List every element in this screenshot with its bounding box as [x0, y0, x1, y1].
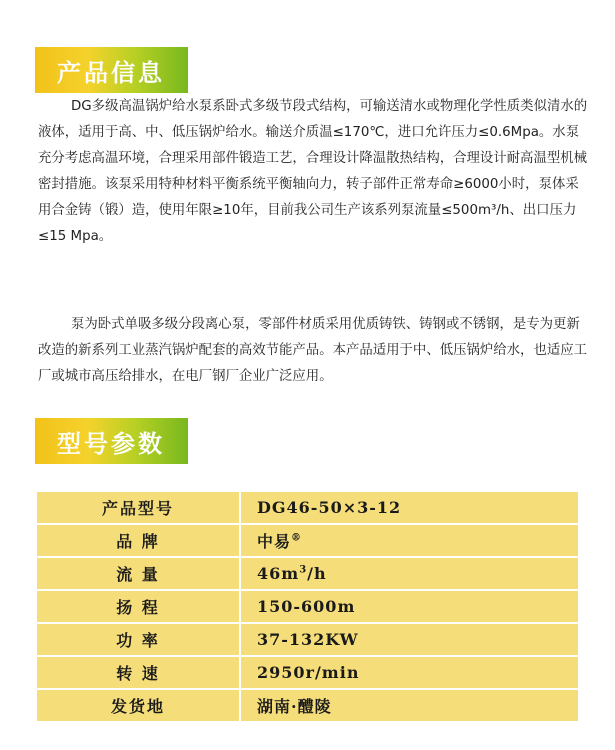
section-banner-product-info [35, 47, 188, 93]
spec-value [240, 557, 579, 590]
spec-value [240, 524, 579, 557]
spec-row-head [36, 590, 579, 623]
spec-value: DG46-50×3-12 [240, 491, 579, 524]
spec-row-brand [36, 524, 579, 557]
spec-label: 转 速 [36, 656, 240, 689]
intro-paragraph-2-text: 泵为卧式单吸多级分段离心泵，零部件材质采用优质铸铁、铸钢或不锈钢，是专为更新改造的新系列工业蒸汽锅炉配套的高效节能产品。本产品适用于中、低压锅炉给水，也适应工厂或城市高压给排水，在电厂钢厂企业广泛应用。 [38, 317, 588, 384]
spec-row-speed [36, 656, 579, 689]
spec-table [35, 490, 580, 723]
flow-exponent: 3 [299, 564, 308, 576]
section-banner-model-params [35, 418, 188, 464]
spec-value: 150-600m [240, 590, 579, 623]
registered-mark: ® [291, 532, 303, 544]
flow-unit-tail: /h [307, 564, 327, 583]
spec-label: 发货地 [36, 689, 240, 722]
brand-name: 中易 [257, 532, 292, 551]
spec-value: 2950r/min [240, 656, 579, 689]
spec-label: 扬 程 [36, 590, 240, 623]
spec-label: 产品型号 [36, 491, 240, 524]
spec-row-model [36, 491, 579, 524]
spec-row-power [36, 623, 579, 656]
spec-label: 功 率 [36, 623, 240, 656]
spec-value: 37-132KW [240, 623, 579, 656]
spec-label: 品 牌 [36, 524, 240, 557]
section-title-product-info: 产品信息 [57, 59, 165, 87]
intro-paragraph-2 [38, 312, 588, 390]
spec-value: 湖南·醴陵 [240, 689, 579, 722]
flow-value: 46m [257, 564, 300, 583]
section-title-model-params: 型号参数 [57, 430, 165, 458]
intro-paragraph-1-text: DG多级高温锅炉给水泵系卧式多级节段式结构，可输送清水或物理化学性质类似清水的液体，适用于高、中、低压锅炉给水。输送介质温≤170℃，进口允许压力≤0.6Mpa。水泵充分考虑高温环境，合理采用部件锻造工艺，合理设计降温散热结构，合理设计耐高温型机械密封措施。该泵采用特种材料平衡系统平衡轴向力，转子部件正常寿命≥6000小时，泵体采用合金铸（锻）造，使用年限≥10年，目前我公司生产该系列泵流量≤500m³/h、出口压力≤15 Mpa。 [38, 99, 588, 244]
intro-paragraph-1 [38, 94, 588, 250]
spec-label: 流 量 [36, 557, 240, 590]
spec-row-flow [36, 557, 579, 590]
spec-row-origin [36, 689, 579, 722]
